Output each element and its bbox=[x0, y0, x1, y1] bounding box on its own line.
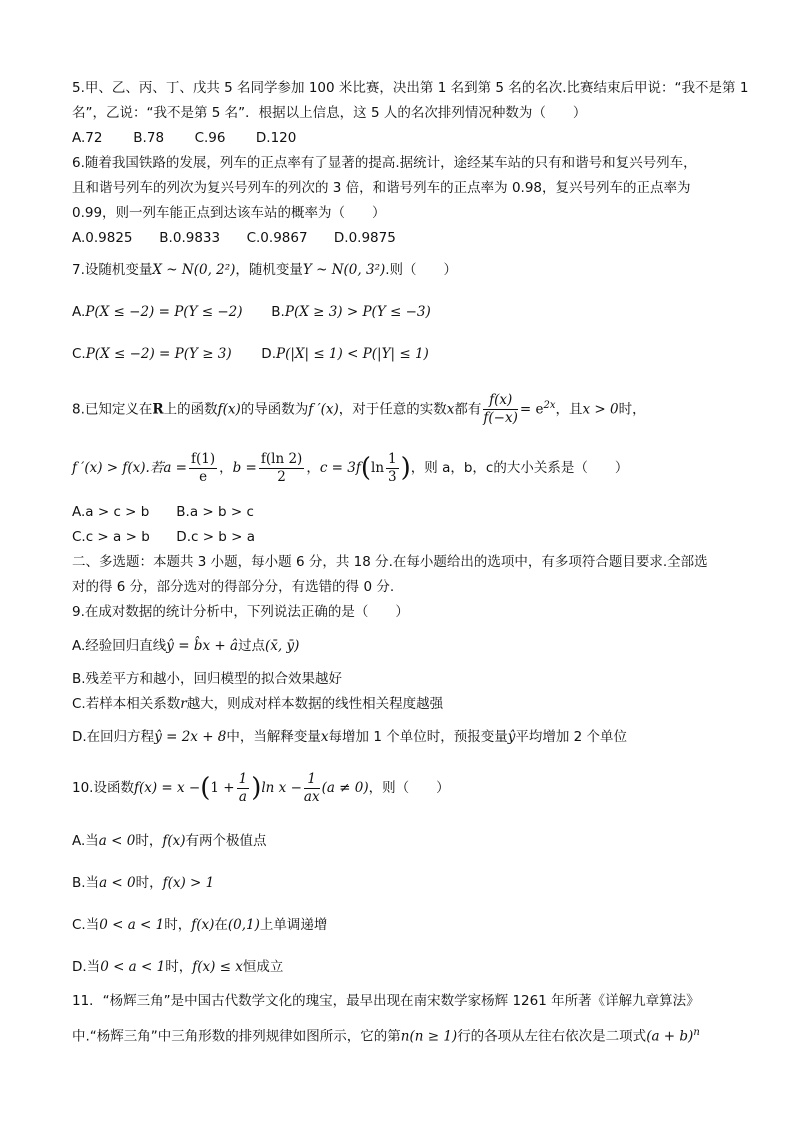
q8-option-c: C.c > a > b bbox=[72, 529, 150, 545]
q9-option-a: A.经验回归直线ŷ = b̂x + â过点(x̄, ȳ) bbox=[72, 638, 300, 654]
q7-option-c: C.P(X ≤ −2) = P(Y ≥ 3) bbox=[72, 346, 232, 362]
q8-c-fraction: $\frac{1}{3}$ bbox=[388, 450, 397, 485]
q6-option-a: A.0.9825 bbox=[72, 230, 133, 246]
q9-option-b: B.残差平方和越小，回归模型的拟合效果越好 bbox=[72, 671, 343, 687]
q6-option-c: C.0.9867 bbox=[246, 230, 308, 246]
q5-option-a: A.72 bbox=[72, 130, 103, 146]
q9-option-c: C.若样本相关系数r越大，则成对样本数据的线性相关程度越强 bbox=[72, 696, 444, 712]
q5-line-2: 名”，乙说：“我不是第 5 名”．根据以上信息，这 5 人的名次排列情况种数为（ ） bbox=[72, 105, 587, 121]
q7-options-row-1 bbox=[72, 303, 754, 321]
q7-options-row-2 bbox=[72, 345, 754, 363]
q7-option-a: A.P(X ≤ −2) = P(Y ≤ −2) bbox=[72, 304, 243, 320]
q8-options-row-1 bbox=[72, 503, 754, 521]
q10-option-a: A.当a < 0时，f(x)有两个极值点 bbox=[72, 833, 267, 849]
q7-option-b: B.P(X ≥ 3) > P(Y ≤ −3) bbox=[271, 304, 431, 320]
q5-option-d: D.120 bbox=[255, 130, 297, 146]
q6-option-b: B.0.9833 bbox=[159, 230, 221, 246]
q5-option-b: B.78 bbox=[133, 130, 165, 146]
q8-stem-line-1: 8.已知定义在R上的函数f(x)的导函数为f ′(x)，对于任意的实数x都有 $\frac{f(x)}{f(-x)}$ = $e^{2x}$，且x > 0时， bbox=[72, 392, 646, 426]
q8-ratio-fraction: $\frac{f(x)}{f(-x)}$ bbox=[483, 392, 518, 426]
q7-x-dist: X ~ N(0, 2²) bbox=[152, 262, 236, 278]
q5-line-1: 5.甲、乙、丙、丁、戊共 5 名同学参加 100 米比赛，决出第 1 名到第 5 名的名次.比赛结束后甲说：“我不是第 1 bbox=[72, 80, 749, 96]
q7-option-d: D.P(|X| ≤ 1) < P(|Y| ≤ 1) bbox=[261, 346, 429, 362]
q7-y-dist: Y ~ N(0, 3²) bbox=[302, 262, 386, 278]
q8-option-a: A.a > c > b bbox=[72, 504, 150, 520]
q11-line-2: 中.“杨辉三角”中三角形数的排列规律如图所示，它的第n(n ≥ 1)行的各项从左往右依次是二项式$(a + b)^n$ bbox=[72, 1027, 700, 1045]
q8-b-fraction: $\frac{f(\ln 2)}{2}$ bbox=[260, 450, 303, 485]
q10-inv-a-fraction: $\frac{1}{a}$ bbox=[238, 770, 248, 805]
q10-option-b: B.当a < 0时，f(x) > 1 bbox=[72, 875, 215, 891]
q6-line-3: 0.99，则一列车能正点到达该车站的概率为（ ） bbox=[72, 205, 386, 221]
q8-a-fraction: $\frac{f(1)}{e}$ bbox=[191, 450, 216, 485]
q6-line-1: 6.随着我国铁路的发展，列车的正点率有了显著的提高.据统计，途经某车站的只有和谐号和复兴号列车， bbox=[72, 155, 697, 171]
q10-stem: 10.设函数f(x) = x −(1 + $\frac{1}{a}$ )ln x − $\frac{1}{ax}$ (a ≠ 0)，则（ ） bbox=[72, 770, 450, 805]
q7-stem: 7.设随机变量X ~ N(0, 2²)，随机变量Y ~ N(0, 3²).则（ ） bbox=[72, 262, 458, 278]
q9-option-d: D.在回归方程ŷ = 2x + 8中，当解释变量x每增加 1 个单位时，预报变量ŷ平均增加 2 个单位 bbox=[72, 729, 628, 745]
q10-option-d: D.当0 < a < 1时，f(x) ≤ x恒成立 bbox=[72, 959, 284, 975]
section-2-heading-line-1: 二、多选题：本题共 3 小题，每小题 6 分，共 18 分.在每小题给出的选项中，有多项符合题目要求.全部选 bbox=[72, 554, 708, 570]
q10-inv-ax-fraction: $\frac{1}{ax}$ bbox=[303, 770, 320, 805]
q5-option-c: C.96 bbox=[194, 130, 226, 146]
q8-options-row-2 bbox=[72, 528, 754, 546]
q11-line-1: 11．“杨辉三角”是中国古代数学文化的瑰宝，最早出现在南宋数学家杨辉 1261 年所著《详解九章算法》 bbox=[72, 993, 700, 1009]
q9-stem: 9.在成对数据的统计分析中，下列说法正确的是（ ） bbox=[72, 604, 409, 620]
section-2-heading-line-2: 对的得 6 分，部分选对的得部分分，有选错的得 0 分. bbox=[72, 579, 395, 595]
q8-option-d: D.c > b > a bbox=[176, 529, 256, 545]
q6-option-d: D.0.9875 bbox=[333, 230, 396, 246]
q6-line-2: 且和谐号列车的列次为复兴号列车的列次的 3 倍，和谐号列车的正点率为 0.98，复兴号列车的正点率为 bbox=[72, 180, 691, 196]
q6-options bbox=[72, 229, 754, 247]
q8-option-b: B.a > b > c bbox=[176, 504, 254, 520]
q10-option-c: C.当0 < a < 1时，f(x)在(0,1)上单调递增 bbox=[72, 917, 328, 933]
q8-stem-line-2: f ′(x) > f(x).若a = $\frac{f(1)}{e}$ ，b = $\frac{f(\ln 2)}{2}$ ，c = 3f(ln $\frac{1}{3}$ )，则 a，b，c的大小关系是（ ） bbox=[72, 450, 629, 485]
q5-options bbox=[72, 129, 754, 147]
